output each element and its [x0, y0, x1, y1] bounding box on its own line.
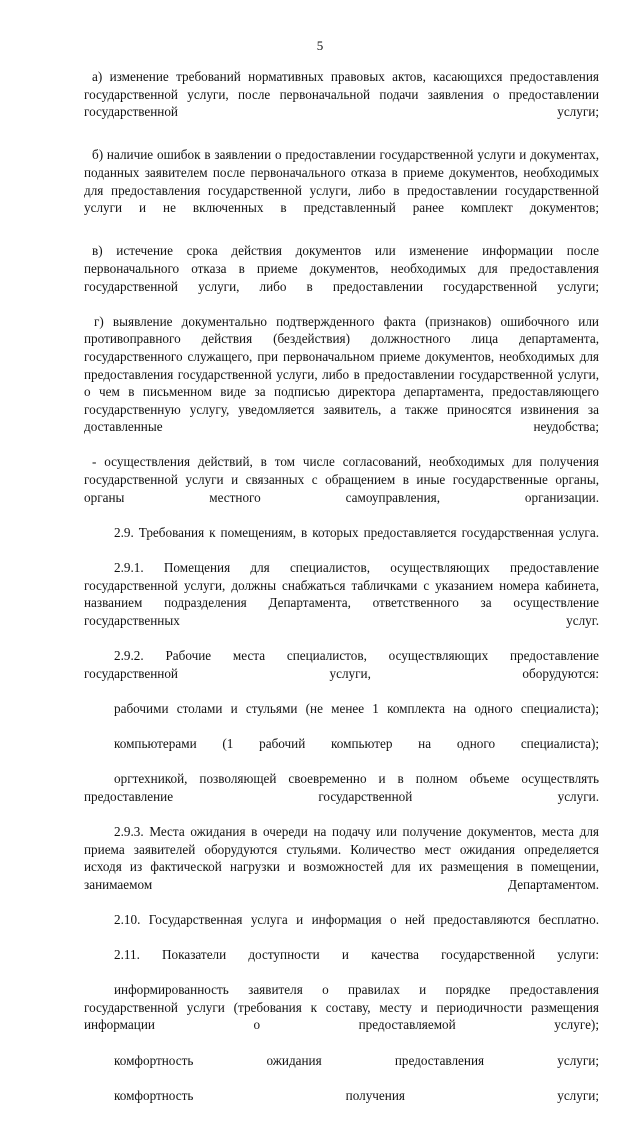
- paragraph-receiving-comfort: комфортность получения услуги;: [114, 1087, 599, 1103]
- paragraph-section-2-10: 2.10. Государственная услуга и информация о ней предоставляются бесплатно.: [114, 911, 599, 927]
- paragraph-section-2-9-3: 2.9.3. Места ожидания в очереди на подачу или получение документов, места для приема заявителей оборудуются стульями. Количество мест ожидания определяется исходя из фактической нагрузки и возможностей для их размещения в помещении, занимаемом Департаментом.: [84, 823, 599, 892]
- paragraph-awareness: информированность заявителя о правилах и порядке предоставления государственной услуги (требования к составу, месту и периодичности размещения информации о предоставляемой услуге);: [84, 982, 599, 1033]
- document-body: [84, 68, 599, 1122]
- paragraph-section-2-9-2: 2.9.2. Рабочие места специалистов, осуществляющих предоставление государственной услуги, оборудуются:: [84, 648, 599, 681]
- paragraph-section-2-11: 2.11. Показатели доступности и качества государственной услуги:: [114, 947, 599, 963]
- paragraph-section-2-9-1: 2.9.1. Помещения для специалистов, осуществляющих предоставление государственной услуги, должны снабжаться табличками с указанием номера кабинета, названием подразделения Департамента, ответственного за осуществление государственных услуг.: [84, 560, 599, 628]
- paragraph-item-b: б) наличие ошибок в заявлении о предоставлении государственной услуги и документах, поданных заявителем после первоначального отказа в приеме документов, необходимых для предоставления государственной услуги, либо в предоставлении государственной услуги и не включенных в представленный ранее комплект документов;: [84, 147, 599, 216]
- paragraph-desks: рабочими столами и стульями (не менее 1 комплекта на одного специалиста);: [114, 700, 599, 716]
- paragraph-dash-item: - осуществления действий, в том числе согласований, необходимых для получения государственной услуги и связанных с обращением в иные государственные органы, органы местного самоуправления, организации.: [84, 454, 599, 505]
- paragraph-office-equipment: оргтехникой, позволяющей своевременно и в полном объеме осуществлять предоставление государственной услуги.: [84, 771, 599, 804]
- page-number: 5: [316, 38, 324, 53]
- paragraph-item-g: г) выявление документально подтвержденного факта (признаков) ошибочного или противоправного действия (бездействия) должностного лица департамента, государственного служащего, при первоначальном приеме документов, необходимых для предоставления государственной услуги, либо в предоставлении государственной услуги, о чем в письменном виде за подписью директора департамента, предоставляющего государственную услугу, уведомляется заявитель, а также приносятся извинения за доставленные неудобства;: [84, 313, 599, 435]
- paragraph-item-v: в) истечение срока действия документов или изменение информации после первоначального отказа в приеме документов, необходимых для предоставления государственной услуги, либо в предоставлении государственной услуги;: [84, 243, 599, 294]
- paragraph-item-a: а) изменение требований нормативных правовых актов, касающихся предоставления государственной услуги, после первоначальной подачи заявления о предоставлении государственной услуги;: [84, 69, 599, 120]
- paragraph-section-2-9: 2.9. Требования к помещениям, в которых предоставляется государственная услуга.: [114, 524, 599, 540]
- paragraph-waiting-comfort: комфортность ожидания предоставления услуги;: [114, 1052, 599, 1068]
- paragraph-computers: компьютерами (1 рабочий компьютер на одного специалиста);: [114, 735, 599, 751]
